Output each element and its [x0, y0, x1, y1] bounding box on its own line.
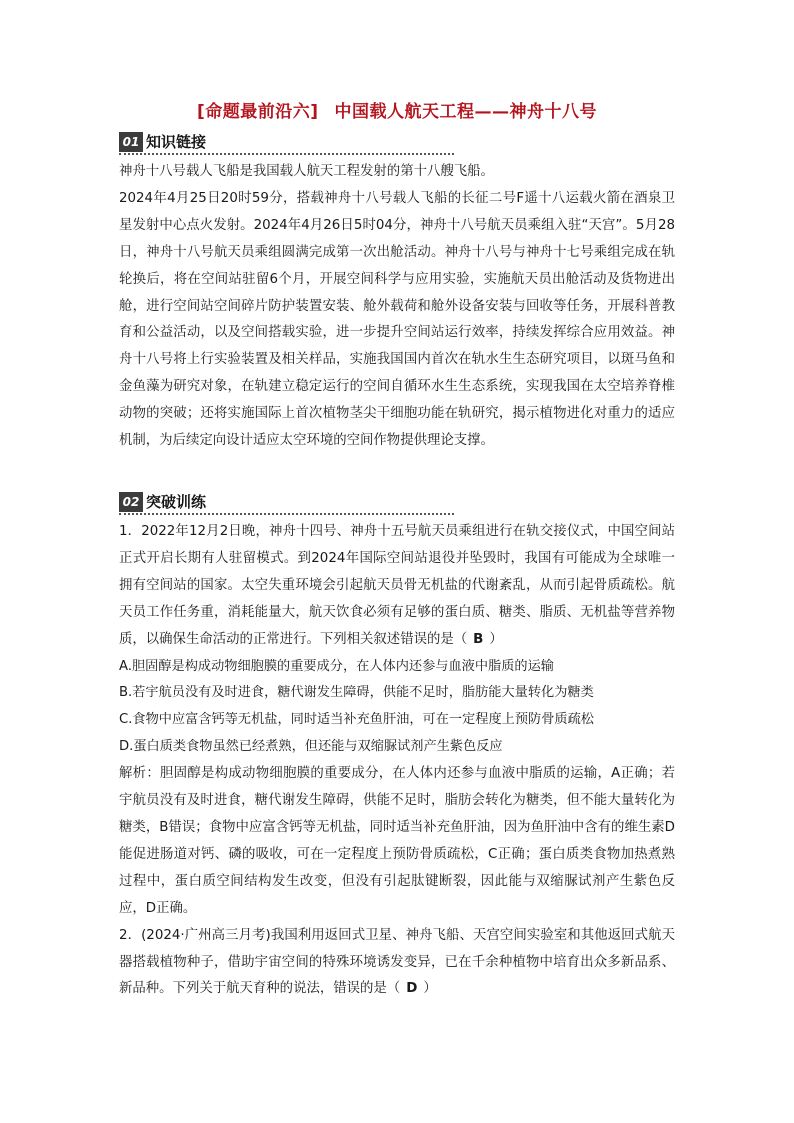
- answer-letter: B: [473, 631, 484, 647]
- question-1: [119, 519, 675, 1003]
- knowledge-paragraph: 2024年4月25日20时59分，搭载神舟十八号载人飞船的长征二号F遥十八运载火箭在酒泉卫星发射中心点火发射。2024年4月26日5时04分，神舟十八号航天员乘组入驻“天宫”。5月28日，神舟十八号航天员乘组圆满完成第一次出舱活动。神舟十八号与神舟十七号乘组完成在轨轮换后，将在空间站驻留6个月，开展空间科学与应用实验，实施航天员出舱活动及货物进出舱，进行空间站空间碎片防护装置安装、舱外载荷和舱外设备安装与回收等任务，开展科普教育和公益活动，以及空间搭载实验，进一步提升空间站运行效率，持续发挥综合应用效益。神舟十八号将上行实验装置及相关样品，实施我国国内首次在轨水生生态研究项目，以斑马鱼和金鱼藻为研究对象，在轨建立稳定运行的空间自循环水生生态系统，实现我国在太空培养脊椎动物的突破；还将实施国际上首次植物茎尖干细胞功能在轨研究，揭示植物进化对重力的适应机制，为后续定向设计适应太空环境的空间作物提供理论支撑。: [119, 190, 675, 449]
- dotted-divider: [119, 513, 454, 515]
- option-d: D.蛋白质类食物虽然已经煮熟，但还能与双缩脲试剂产生紫色反应: [119, 739, 503, 755]
- title-bracket: [命题最前沿六]: [196, 102, 319, 122]
- question-2-stem: 2．(2024·广州高三月考)我国利用返回式卫星、神舟飞船、天宫空间实验室和其他返回式航天器搭载植物种子，借助宇宙空间的特殊环境诱发变异，已在千余种植物中培育出众多新品系、新品种。下列关于航天育种的说法，错误的是（ D ）: [119, 923, 675, 1004]
- knowledge-text: [119, 159, 675, 455]
- option-b: B.若宇航员没有及时进食，糖代谢发生障碍，供能不足时，脂肪能大量转化为糖类: [119, 685, 594, 701]
- section-label: 知识链接: [146, 133, 207, 151]
- section-number-badge: 01: [119, 132, 143, 152]
- question-stem: 1．2022年12月2日晚，神舟十四号、神舟十五号航天员乘组进行在轨交接仪式，中国空间站正式开启长期有人驻留模式。到2024年国际空间站退役并坠毁时，我国有可能成为全球唯一拥有空间站的国家。太空失重环境会引起航天员骨无机盐的代谢紊乱，从而引起骨质疏松。航天员工作任务重，消耗能量大，航天饮食必须有足够的蛋白质、糖类、脂质、无机盐等营养物质，以确保生命活动的正常进行。下列相关叙述错误的是（ B ）: [119, 519, 675, 654]
- dotted-divider: [119, 153, 454, 155]
- section-header-training: [119, 492, 454, 512]
- page-title: [0, 97, 794, 122]
- knowledge-paragraph: 神舟十八号载人飞船是我国载人航天工程发射的第十八艘飞船。: [119, 164, 494, 179]
- section-number-badge: 02: [119, 492, 143, 512]
- answer-letter: D: [406, 981, 418, 997]
- option-a: A.胆固醇是构成动物细胞膜的重要成分，在人体内还参与血液中脂质的运输: [119, 658, 554, 674]
- option-c: C.食物中应富含钙等无机盐，同时适当补充鱼肝油，可在一定程度上预防骨质疏松: [119, 712, 594, 728]
- section-header-knowledge: [119, 132, 454, 152]
- section-label: 突破训练: [146, 493, 207, 511]
- title-main: 中国载人航天工程——神舟十八号: [334, 102, 598, 122]
- question-analysis: 解析：胆固醇是构成动物细胞膜的重要成分，在人体内还参与血液中脂质的运输，A正确；若宇航员没有及时进食，糖代谢发生障碍，供能不足时，脂肪会转化为糖类，但不能大量转化为糖类，B错误；食物中应富含钙等无机盐，同时适当补充鱼肝油，因为鱼肝油中含有的维生素D能促进肠道对钙、磷的吸收，可在一定程度上预防骨质疏松，C正确；蛋白质类食物加热煮熟过程中，蛋白质空间结构发生改变，但没有引起肽键断裂，因此能与双缩脲试剂产生紫色反应，D正确。: [119, 766, 675, 916]
